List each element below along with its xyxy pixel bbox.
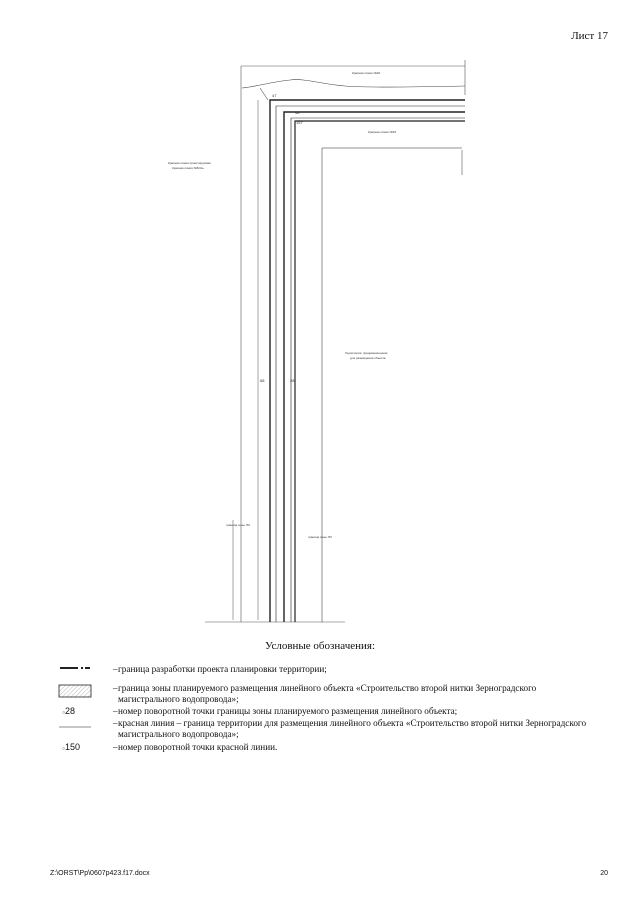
label-street-top: Красная линия №20	[352, 71, 381, 75]
legend-dash: –	[113, 664, 118, 674]
legend-item-zone-point: номер поворотной точки границы зоны планируемого размещения линейного объекта;	[118, 706, 458, 716]
label-left-note-2: Красная линия №6Ось	[172, 166, 204, 170]
legend-dash: –	[113, 706, 118, 716]
label-left-note-1: Красная линия проектируемая	[168, 161, 211, 165]
road-edge	[242, 80, 465, 88]
footer-page-number: 20	[600, 870, 608, 877]
legend-item-red-line: красная линия – граница территории для размещения линейного объекта «Строительство второй нитки Зерноградского магистрального водопровода»;	[118, 718, 587, 739]
hatched-zone-symbol	[58, 684, 92, 698]
red-line-symbol	[58, 724, 92, 730]
point-label: 47	[272, 93, 277, 98]
corridor-lines	[233, 88, 465, 622]
footer-file-path: Z:\ORST\Pp\0607p423.f17.docx	[50, 870, 150, 877]
dash-dot-line-symbol	[58, 664, 92, 672]
sheet-number: Лист 17	[571, 30, 608, 42]
legend-dash: –	[113, 742, 118, 752]
legend-dash: –	[113, 683, 118, 693]
label-street-mid: Красная линия №15	[368, 130, 397, 134]
label-right-note-2: для размещения объекта	[350, 356, 386, 360]
legend-dash: –	[113, 718, 118, 728]
zone-point-symbol: ○28	[62, 706, 76, 716]
point-label: 157	[296, 120, 303, 125]
planning-boundary	[205, 60, 465, 622]
label-bottom-right: граница зоны ЛО	[308, 535, 332, 539]
red-line-point-symbol: ○150	[62, 742, 81, 752]
point-label: 68	[260, 378, 265, 383]
legend-item-zone-boundary: граница зоны планируемого размещения линейного объекта «Строительство второй нитки Зерноградского магистрального водопровода»;	[118, 683, 537, 704]
label-right-note-1: Территория, предназначенная	[345, 351, 388, 355]
point-label: 48	[295, 110, 300, 115]
point-label: 28	[290, 378, 295, 383]
label-bottom-left: граница зоны ЛО	[226, 523, 250, 527]
legend-title: Условные обозначения:	[264, 640, 376, 652]
legend-item-project-boundary: граница разработки проекта планировки территории;	[118, 664, 327, 674]
legend-item-red-line-point: номер поворотной точки красной линии.	[118, 742, 278, 752]
